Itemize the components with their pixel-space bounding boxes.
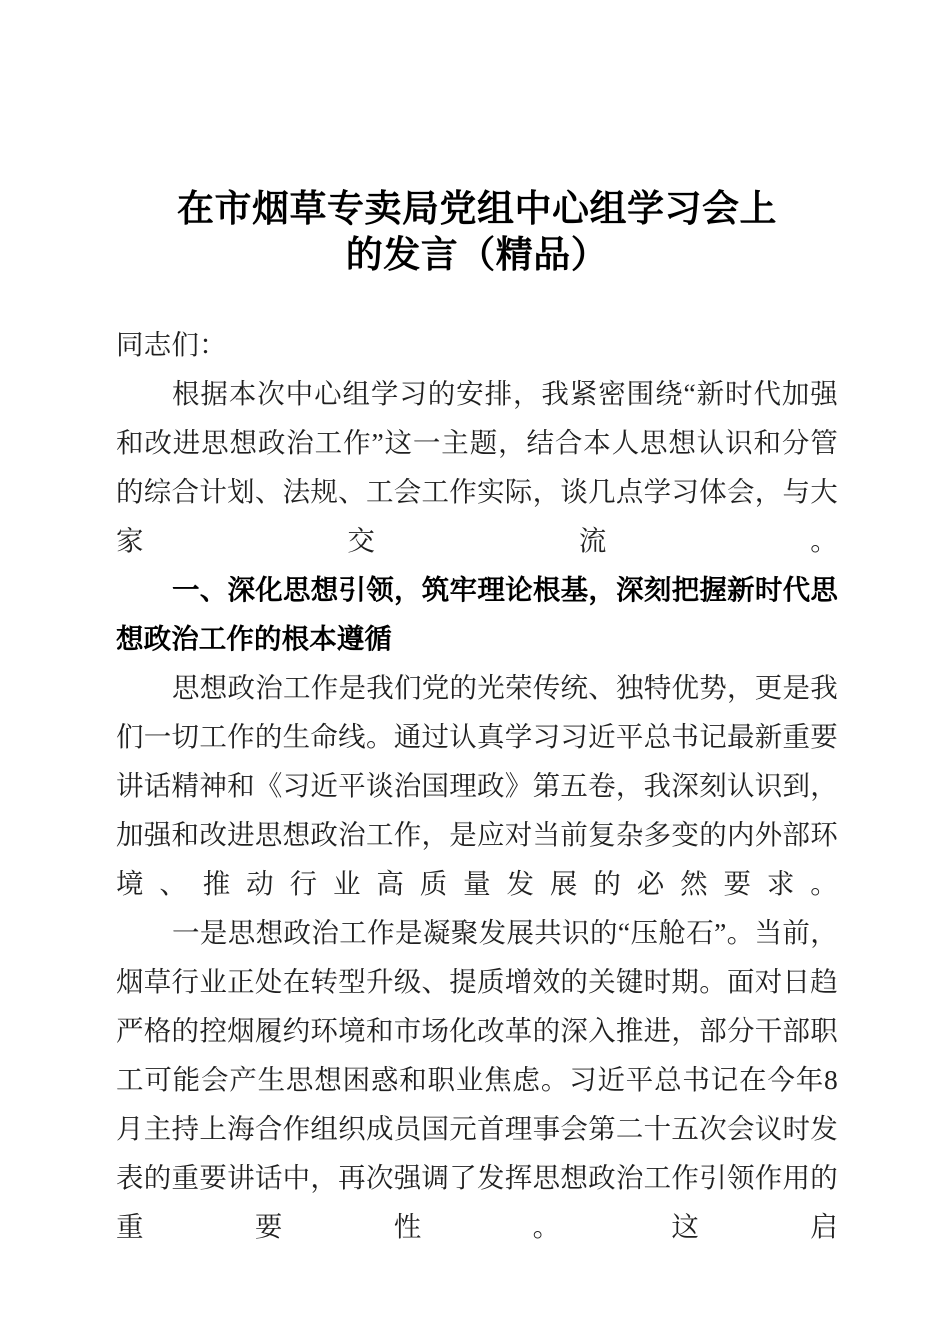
salutation-line: 同志们： bbox=[116, 329, 227, 360]
page-title-line-2: 的发言（精品） bbox=[345, 233, 609, 276]
document-content bbox=[116, 0, 838, 1251]
title-body-spacer bbox=[116, 278, 838, 320]
paragraph-section1-lead: 思想政治工作是我们党的光荣传统、独特优势，更是我们一切工作的生命线。通过认真学习习近平总书记最新重要讲话精神和《习近平谈治国理政》第五卷，我深刻认识到，加强和改进思想政治工作，是应对当前复杂多变的内外部环境、推动行业高质量发展的必然要求。 bbox=[116, 672, 838, 899]
page-title bbox=[116, 0, 838, 278]
page-title-line-1: 在市烟草专卖局党组中心组学习会上 bbox=[177, 187, 777, 230]
paragraph-intro: 根据本次中心组学习的安排，我紧密围绕“新时代加强和改进思想政治工作”这一主题，结合本人思想认识和分管的综合计划、法规、工会工作实际，谈几点学习体会，与大家交流。 bbox=[116, 378, 838, 556]
section-heading-1: 一、深化思想引领，筑牢理论根基，深刻把握新时代思想政治工作的根本遵循 bbox=[116, 574, 838, 654]
paragraph-point-one: 一是思想政治工作是凝聚发展共识的“压舱石”。当前，烟草行业正处在转型升级、提质增效的关键时期。面对日趋严格的控烟履约环境和市场化改革的深入推进，部分干部职工可能会产生思想困惑和职业焦虑。习近平总书记在今年8月主持上海合作组织成员国元首理事会第二十五次会议时发表的重要讲话中，再次强调了发挥思想政治工作引领作用的重要性。这启 bbox=[116, 917, 838, 1242]
document-body bbox=[116, 320, 838, 1251]
